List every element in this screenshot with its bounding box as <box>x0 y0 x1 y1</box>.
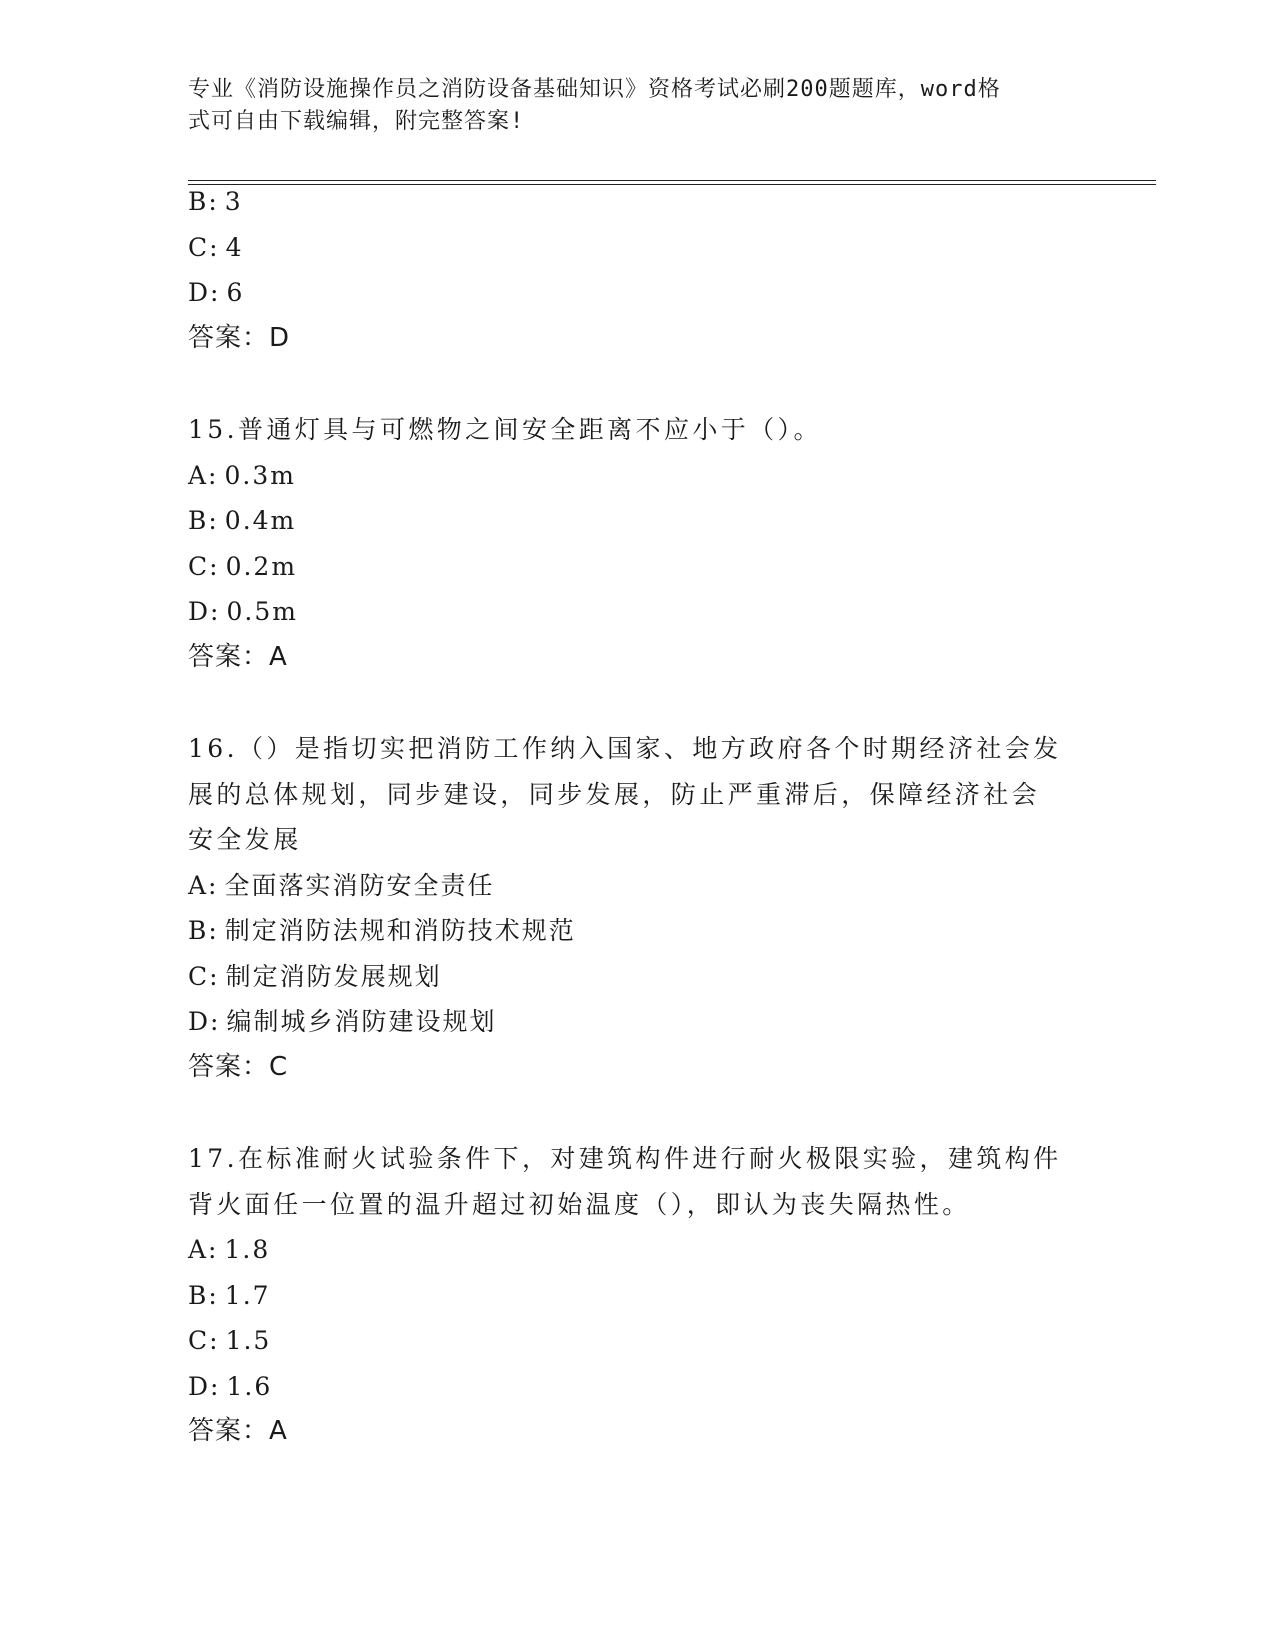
header-line-2: 式可自由下载编辑，附完整答案! <box>188 109 525 134</box>
option-a: A: 1.8 <box>188 1235 271 1264</box>
option-b: B: 0.4m <box>188 506 297 535</box>
option-c: C: 0.2m <box>188 551 298 581</box>
option-b: B: 3 <box>188 187 243 216</box>
option-d: D: 0.5m <box>188 597 298 626</box>
header-line-1: 专业《消防设施操作员之消防设备基础知识》资格考试必刷200题题库，word格 <box>188 77 1001 102</box>
question-text: 16.（）是指切实把消防工作纳入国家、地方政府各个时期经济社会发展的总体规划，同步建设，同步发展，防止严重滞后，保障经济社会安全发展 <box>188 734 1062 854</box>
option-d: D: 编制城乡消防建设规划 <box>188 1007 497 1036</box>
option-c: C: 制定消防发展规划 <box>188 961 442 991</box>
option-b: B: 制定消防法规和消防技术规范 <box>188 916 576 945</box>
question-block-16 <box>188 726 1088 1090</box>
document-header <box>188 74 1068 138</box>
answer-line: 答案：C <box>188 1051 289 1082</box>
question-block-15 <box>188 407 1088 680</box>
question-block-14 <box>188 179 1088 361</box>
question-text: 17.在标准耐火试验条件下，对建筑构件进行耐火极限实验，建筑构件背火面任一位置的温升超过初始温度（），即认为丧失隔热性。 <box>188 1144 1062 1219</box>
answer-line: 答案：D <box>188 322 291 353</box>
option-b: B: 1.7 <box>188 1280 271 1310</box>
option-d: D: 6 <box>188 278 245 307</box>
question-block-17 <box>188 1136 1088 1455</box>
question-text: 15.普通灯具与可燃物之间安全距离不应小于（）。 <box>188 415 822 444</box>
question-list <box>188 179 1088 1455</box>
answer-line: 答案：A <box>188 641 288 672</box>
answer-line: 答案：A <box>188 1416 288 1446</box>
option-a: A: 全面落实消防安全责任 <box>188 870 495 900</box>
option-d: D: 1.6 <box>188 1371 273 1401</box>
option-c: C: 4 <box>188 232 244 262</box>
option-c: C: 1.5 <box>188 1326 272 1355</box>
option-a: A: 0.3m <box>188 460 296 490</box>
